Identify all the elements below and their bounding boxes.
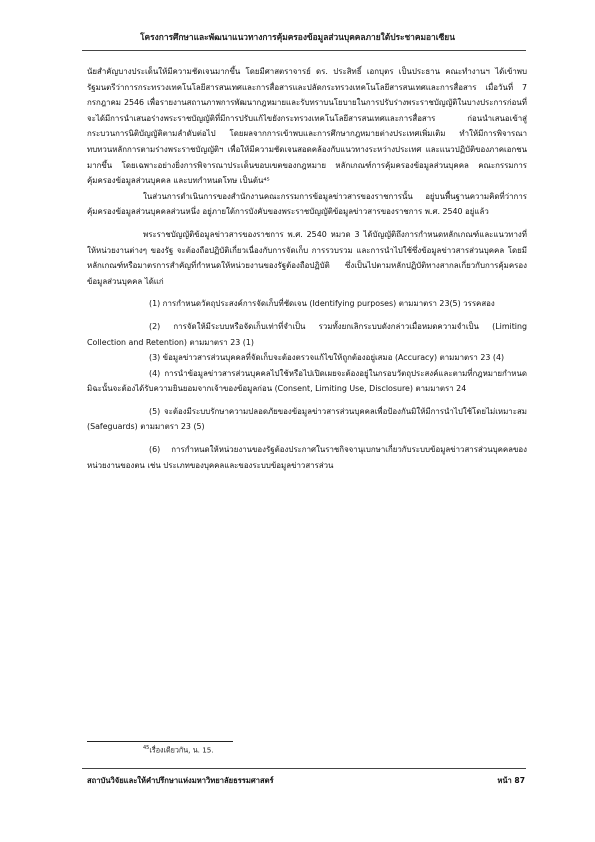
- list-item: (4) การนำข้อมูลข่าวสารส่วนบุคคลไปใช้หรือไปเปิดเผยจะต้องอยู่ในกรอบวัตถุประสงค์และตามที่กฎหมายกำหนด มิฉะนั้นจะต้องได้รับความยินยอมจากเจ้าของข้อมูลก่อน (Consent, Limiting Use, Disclosure) ตามมาตรา 24: [87, 368, 527, 394]
- paragraph-act: พระราชบัญญัติข้อมูลข่าวสารของราชการ พ.ศ. 2540 หมวด 3 ได้บัญญัติถึงการกำหนดหลักเกณฑ์และแนวทางที่ให้หน่วยงานต่างๆ ของรัฐ จะต้องถือปฏิบัติเกี่ยวเนื่องกับการจัดเก็บ การรวบรวม และการนำไปใช้ซึ่งข้อมูลข่าวสารส่วนบุคคล โดยมีหลักเกณฑ์หรือมาตรการสำคัญที่กำหนดให้หน่วยงานของรัฐต้องถือปฏิบัติ ซึ่งเป็นไปตามหลักปฏิบัติทางสากลเกี่ยวกับการคุ้มครองข้อมูลส่วนบุคคล ได้แก่: [87, 229, 527, 286]
- list-item: (5) จะต้องมีระบบรักษาความปลอดภัยของข้อมูลข่าวสารส่วนบุคคลเพื่อป้องกันมิให้มีการนำไปใช้โดยไม่เหมาะสม (Safeguards) ตามมาตรา 23 (5): [87, 406, 527, 432]
- footnote-text: เรื่องเดียวกัน, น. 15.: [149, 745, 214, 755]
- list-item: (2) การจัดให้มีระบบหรือจัดเก็บเท่าที่จำเป็น รวมทั้งยกเลิกระบบดังกล่าวเมื่อหมดความจำเป็น (Limiting Collection and Retention) ตามมาตรา 23 (1): [87, 321, 527, 347]
- footer-institution: สถาบันวิจัยและให้คำปรึกษาแห่งมหาวิทยาลัยธรรมศาสตร์: [87, 776, 274, 785]
- footnote: [143, 745, 214, 756]
- list-item: (3) ข้อมูลข่าวสารส่วนบุคคลที่จัดเก็บจะต้องตรวจแก้ไขให้ถูกต้องอยู่เสมอ (Accuracy) ตามมาตรา 23 (4): [149, 353, 505, 363]
- footnote-marker: 45: [143, 745, 150, 751]
- footer-divider: [82, 768, 526, 769]
- list-item: (1) การกำหนดวัตถุประสงค์การจัดเก็บที่ชัดเจน (Identifying purposes) ตามมาตรา 23(5) วรรคสอง: [149, 299, 495, 309]
- list-item: (6) การกำหนดให้หน่วยงานของรัฐต้องประกาศในราชกิจจานุเบกษาเกี่ยวกับระบบข้อมูลข่าวสารส่วนบุคคลของหน่วยงานของตน เช่น ประเภทของบุคคลและของระบบข้อมูลข่าวสารส่วน: [87, 445, 527, 470]
- paragraph-office: ในส่วนการดำเนินการของสำนักงานคณะกรรมการข้อมูลข่าวสารของราชการนั้น อยู่บนพื้นฐานความคิดที่ว่าการคุ้มครองข้อมูลส่วนบุคคลส่วนหนึ่ง อยู่ภายใต้การบังคับของพระราชบัญญัติข้อมูลข่าวสารของราชการ พ.ศ. 2540 อยู่แล้ว: [87, 191, 527, 217]
- page-number: หน้า 87: [497, 776, 525, 785]
- header-divider: [82, 50, 526, 51]
- paragraph-intro: นัยสำคัญบางประเด็นให้มีความชัดเจนมากขึ้น โดยมีศาสตราจารย์ ดร. ประสิทธิ์ เอกบุตร เป็นประธาน คณะทำงานฯ ได้เข้าพบรัฐมนตรีว่าการกระทรวงเทคโนโลยีสารสนเทศและการสื่อสารและปลัดกระทรวงเทคโนโลยีสารสนเทศและการสื่อสาร เมื่อวันที่ 7 กรกฎาคม 2546 เพื่อรายงานสถานภาพการพัฒนากฎหมายและรับทราบนโยบายในการปรับร่างพระราชบัญญัติในบางประการก่อนที่จะได้มีการนำเสนอร่างพระราชบัญญัติที่มีการปรับแก้ไขยังกระทรวงเทคโนโลยีสารสนเทศและการสื่อสาร ก่อนนำเสนอเข้าสู่กระบวนการนิติบัญญัติตามลำดับต่อไป โดยผลจากการเข้าพบและการศึกษากฎหมายต่างประเทศเพิ่มเติม ทำให้มีการพิจารณาทบทวนหลักการตามร่างพระราชบัญญัติฯ เพื่อให้มีความชัดเจนสอดคล้องกับแนวทางระหว่างประเทศ และแนวปฏิบัติของภาคเอกชนมากขึ้น โดยเฉพาะอย่างยิ่งการพิจารณาประเด็นขอบเขตของกฎหมาย หลักเกณฑ์การคุ้มครองข้อมูลส่วนบุคคล คณะกรรมการคุ้มครองข้อมูลส่วนบุคคล และบทกำหนดโทษ เป็นต้น⁴⁵: [87, 67, 527, 186]
- footnote-divider: [87, 741, 233, 742]
- document-body: [87, 64, 527, 473]
- running-header: โครงการศึกษาและพัฒนาแนวทางการคุ้มครองข้อมูลส่วนบุคคลภายใต้ประชาคมอาเซียน: [140, 32, 455, 42]
